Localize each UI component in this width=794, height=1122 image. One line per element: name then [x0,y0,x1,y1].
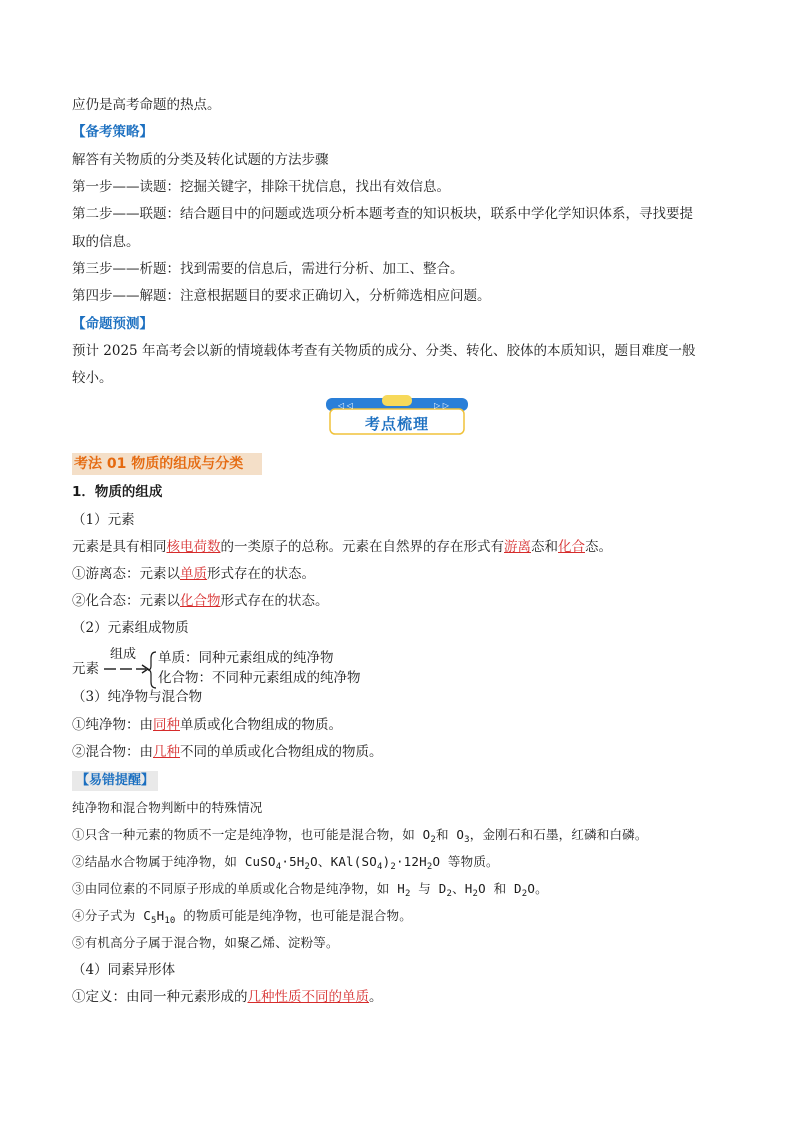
text: 单质或化合物组成的物质。 [180,717,342,733]
text: 不同的单质或化合物组成的物质。 [180,744,383,760]
section-title: 考法 01 物质的组成与分类 [74,456,244,472]
text: ③由同位素的不同原子形成的单质或化合物是纯净物，如 H [72,881,405,896]
subscript: 10 [164,916,176,926]
subscript: 2 [446,889,453,899]
strategy-step-1: 第一步——读题：挖掘关键字，排除干扰信息，找出有效信息。 [72,179,450,195]
subscript: 2 [430,835,436,845]
subscript: 4 [376,862,383,872]
strategy-heading: 【备考策略】 [72,124,153,140]
keyword-elemental: 单质 [180,566,207,582]
text: ①只含一种元素的物质不一定是纯净物，也可能是混合物，如 O [72,827,431,842]
tip-2 [72,851,499,878]
subscript: 2 [521,889,528,899]
banner-label: 考点梳理 [364,415,429,433]
mixture [72,741,383,763]
text: O。 [527,881,548,896]
svg-text:◁ ◁: ◁ ◁ [338,401,353,410]
keyword-compound: 化合物 [180,593,221,609]
text: 形式存在的状态。 [220,593,329,609]
intro-tail: 应仍是高考命题的热点。 [72,97,221,113]
text: 。 [369,989,383,1005]
subscript: 2 [390,862,396,872]
s1-p1: （1）元素 [72,512,135,528]
tip-1 [72,824,648,851]
s1-p2: （2）元素组成物质 [72,620,189,636]
text: ②混合物：由 [72,744,153,760]
text: 态。 [585,539,612,555]
pure-substance [72,714,342,736]
scheme-arrow-label: 组成 [110,647,137,662]
svg-text:▷ ▷: ▷ ▷ [434,401,449,410]
text: 和 O [435,827,465,842]
scheme-brace-icon [148,650,158,690]
text: ①游离态：元素以 [72,566,180,582]
tip-5: ⑤有机高分子属于混合物，如聚乙烯、淀粉等。 [72,935,339,950]
text: 形式存在的状态。 [207,566,315,582]
text: 态和 [531,539,558,555]
subscript: 5 [150,916,157,926]
subscript: 2 [472,889,479,899]
section-banner [324,395,470,437]
text: ②化合态：元素以 [72,593,180,609]
tips-heading: 【易错提醒】 [72,771,158,791]
keyword-several: 几种 [153,744,180,760]
scheme-left: 元素 [72,661,99,677]
forecast-line-2: 较小。 [72,370,113,386]
s1-p3: （3）纯净物与混合物 [72,689,203,705]
subscript: 2 [426,862,433,872]
tip-4 [72,905,412,932]
text: ·12H [395,854,427,869]
subscript: 2 [404,889,411,899]
text: H [156,908,165,923]
keyword-same-kind: 同种 [153,717,180,733]
text: O 和 D [478,881,522,896]
strategy-step-2: 第二步——联题：结合题目中的问题或选项分析本题考查的知识板块，联系中学化学知识体系，寻找要提 [72,206,693,222]
forecast-line-1: 预计 2025 年高考会以新的情境载体考查有关物质的成分、分类、转化、胶体的本质知识，题目难度一般 [72,343,696,359]
scheme-arrow-icon [102,661,152,681]
s4-p4: （4）同素异形体 [72,962,176,978]
strategy-step-2-cont: 取的信息。 [72,234,140,250]
keyword-free: 游离 [504,539,531,555]
text: 元素是具有相同 [72,539,167,555]
text: O 等物质。 [432,854,499,869]
scheme-top: 单质：同种元素组成的纯净物 [158,650,334,666]
keyword-nuclear-charge: 核电荷数 [166,539,221,555]
subscript: 2 [304,862,311,872]
subscript: 4 [275,862,282,872]
element-definition [72,536,612,558]
text: O、KAl(SO [310,854,377,869]
tip-3 [72,878,548,905]
s1-title: 1．物质的组成 [72,484,163,500]
text: ②结晶水合物属于纯净物，如 CuSO [72,854,276,869]
text: ·5H [281,854,305,869]
forecast-heading: 【命题预测】 [72,316,153,332]
subscript: 3 [464,835,470,845]
combined-state [72,590,329,612]
free-state [72,563,315,585]
text: ) [382,854,391,869]
strategy-step-3: 第三步——析题：找到需要的信息后，需进行分析、加工、整合。 [72,261,464,277]
text: 与 D [410,881,447,896]
strategy-lead: 解答有关物质的分类及转化试题的方法步骤 [72,152,329,168]
text: 、H [452,881,473,896]
text: ④分子式为 C [72,908,151,923]
scheme-bottom: 化合物：不同种元素组成的纯净物 [158,670,361,686]
text: ，金刚石和石墨，红磷和白磷。 [469,827,648,842]
allotrope-definition [72,986,383,1008]
tips-lead: 纯净物和混合物判断中的特殊情况 [72,800,263,815]
keyword-combined: 化合 [558,539,585,555]
strategy-step-4: 第四步——解题：注意根据题目的要求正确切入，分析筛选相应问题。 [72,288,491,304]
text: 的物质可能是纯净物，也可能是混合物。 [175,908,412,923]
text: 的一类原子的总称。元素在自然界的存在形式有 [220,539,504,555]
keyword-different-simple-substances: 几种性质不同的单质 [247,989,369,1005]
text: ①纯净物：由 [72,717,153,733]
text: ①定义：由同一种元素形成的 [72,989,248,1005]
